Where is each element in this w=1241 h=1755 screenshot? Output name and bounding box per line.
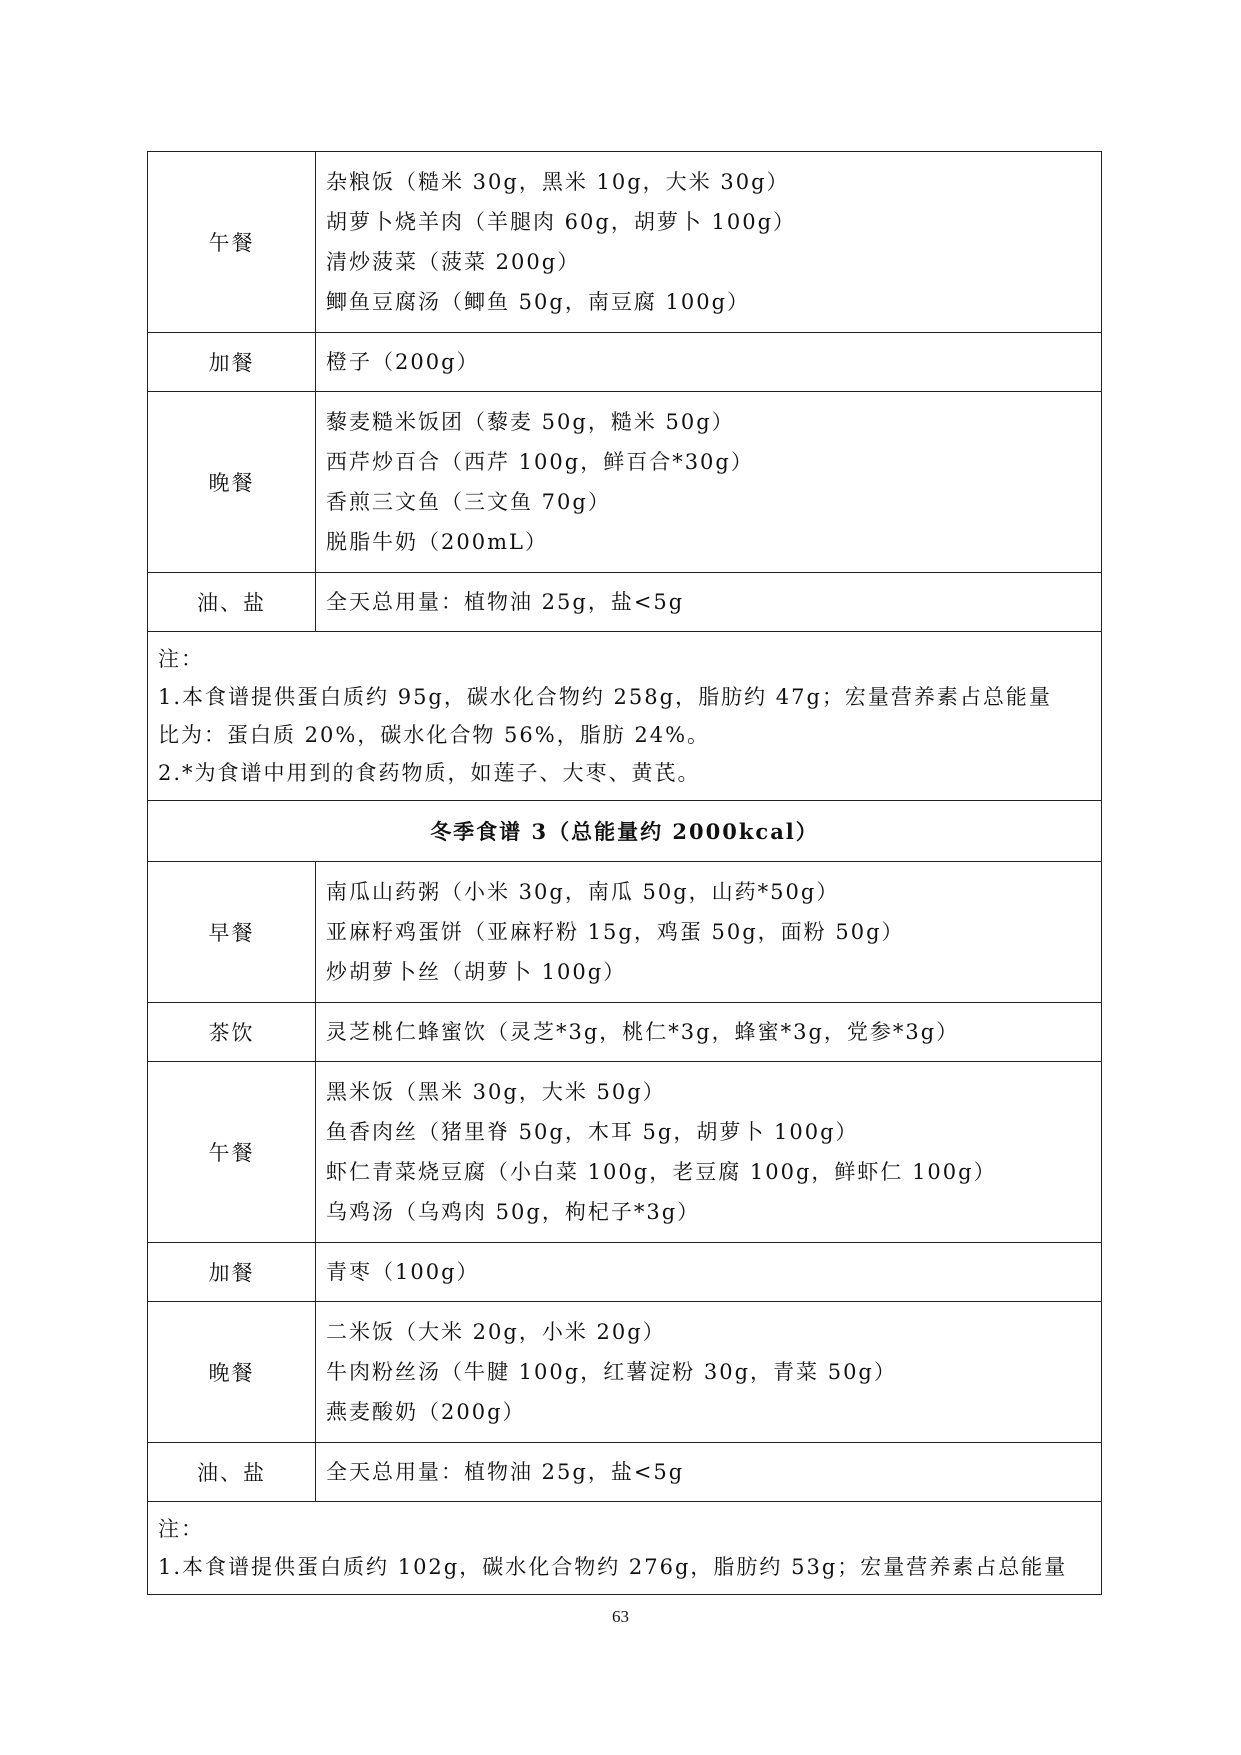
list-item: 虾仁青菜烧豆腐（小白菜 100g，老豆腐 100g，鲜虾仁 100g）: [326, 1160, 997, 1184]
list-item: 胡萝卜烧羊肉（羊腿肉 60g，胡萝卜 100g）: [326, 210, 797, 234]
list-item: 青枣（100g）: [326, 1260, 480, 1284]
list-item: 燕麦酸奶（200g）: [326, 1400, 526, 1424]
meal-label: 油、盐: [148, 1443, 316, 1502]
list-item: 杂粮饭（糙米 30g，黑米 10g，大米 30g）: [326, 170, 790, 194]
meal-items: [316, 392, 1102, 573]
note-line: 2.*为食谱中用到的食药物质，如莲子、大枣、黄芪。: [158, 761, 701, 785]
list-item: 香煎三文鱼（三文鱼 70g）: [326, 490, 611, 514]
meal-items: [316, 152, 1102, 333]
meal-items: [316, 862, 1102, 1003]
table-row: [148, 1243, 1102, 1302]
recipe-page: [147, 151, 1102, 1595]
list-item: 鱼香肉丝（猪里脊 50g，木耳 5g，胡萝卜 100g）: [326, 1120, 859, 1144]
list-item: 亚麻籽鸡蛋饼（亚麻籽粉 15g，鸡蛋 50g，面粉 50g）: [326, 920, 905, 944]
list-item: 南瓜山药粥（小米 30g，南瓜 50g，山药*50g）: [326, 880, 840, 904]
meal-label: 茶饮: [148, 1003, 316, 1062]
meal-items: [316, 1243, 1102, 1302]
list-item: 黑米饭（黑米 30g，大米 50g）: [326, 1080, 666, 1104]
meal-label: 加餐: [148, 333, 316, 392]
list-item: 鲫鱼豆腐汤（鲫鱼 50g，南豆腐 100g）: [326, 290, 751, 314]
note-line: 注：: [158, 647, 204, 671]
meal-label: 加餐: [148, 1243, 316, 1302]
meal-items: [316, 573, 1102, 632]
notes-row: [148, 1502, 1102, 1595]
table-row: [148, 152, 1102, 333]
table-row: [148, 1302, 1102, 1443]
list-item: 西芹炒百合（西芹 100g，鲜百合*30g）: [326, 450, 754, 474]
list-item: 藜麦糙米饭团（藜麦 50g，糙米 50g）: [326, 410, 735, 434]
meal-items: [316, 1003, 1102, 1062]
table-row: [148, 392, 1102, 573]
meal-label: 晚餐: [148, 1302, 316, 1443]
page-number: 63: [612, 1607, 629, 1626]
table-row: [148, 333, 1102, 392]
meal-label: 午餐: [148, 152, 316, 333]
meal-items: [316, 1443, 1102, 1502]
meal-label: 油、盐: [148, 573, 316, 632]
meal-label: 晚餐: [148, 392, 316, 573]
section-title: 冬季食谱 3（总能量约 2000kcal）: [148, 801, 1102, 862]
table-row: [148, 1003, 1102, 1062]
notes: [148, 1502, 1102, 1595]
list-item: 炒胡萝卜丝（胡萝卜 100g）: [326, 960, 627, 984]
meal-items: [316, 333, 1102, 392]
note-line: 注：: [158, 1517, 204, 1541]
table-row: [148, 862, 1102, 1003]
list-item: 全天总用量：植物油 25g，盐<5g: [326, 1460, 685, 1484]
meal-label: 午餐: [148, 1062, 316, 1243]
list-item: 灵芝桃仁蜂蜜饮（灵芝*3g，桃仁*3g，蜂蜜*3g，党参*3g）: [326, 1020, 960, 1044]
meal-label: 早餐: [148, 862, 316, 1003]
list-item: 乌鸡汤（乌鸡肉 50g，枸杞子*3g）: [326, 1200, 701, 1224]
list-item: 牛肉粉丝汤（牛腱 100g，红薯淀粉 30g，青菜 50g）: [326, 1360, 897, 1384]
list-item: 橙子（200g）: [326, 350, 480, 374]
note-line: 1.本食谱提供蛋白质约 102g，碳水化合物约 276g，脂肪约 53g；宏量营养素占总能量: [158, 1555, 1068, 1579]
list-item: 二米饭（大米 20g，小米 20g）: [326, 1320, 666, 1344]
section-header-row: [148, 801, 1102, 862]
notes-row: [148, 632, 1102, 801]
table-row: [148, 1062, 1102, 1243]
meal-items: [316, 1062, 1102, 1243]
list-item: 清炒菠菜（菠菜 200g）: [326, 250, 581, 274]
meal-items: [316, 1302, 1102, 1443]
table-row: [148, 1443, 1102, 1502]
note-line: 比为：蛋白质 20%，碳水化合物 56%，脂肪 24%。: [158, 723, 711, 747]
recipe-table: [147, 151, 1102, 1595]
list-item: 脱脂牛奶（200mL）: [326, 530, 548, 554]
note-line: 1.本食谱提供蛋白质约 95g，碳水化合物约 258g，脂肪约 47g；宏量营养素占总能量: [158, 685, 1052, 709]
list-item: 全天总用量：植物油 25g，盐<5g: [326, 590, 685, 614]
table-row: [148, 573, 1102, 632]
notes: [148, 632, 1102, 801]
